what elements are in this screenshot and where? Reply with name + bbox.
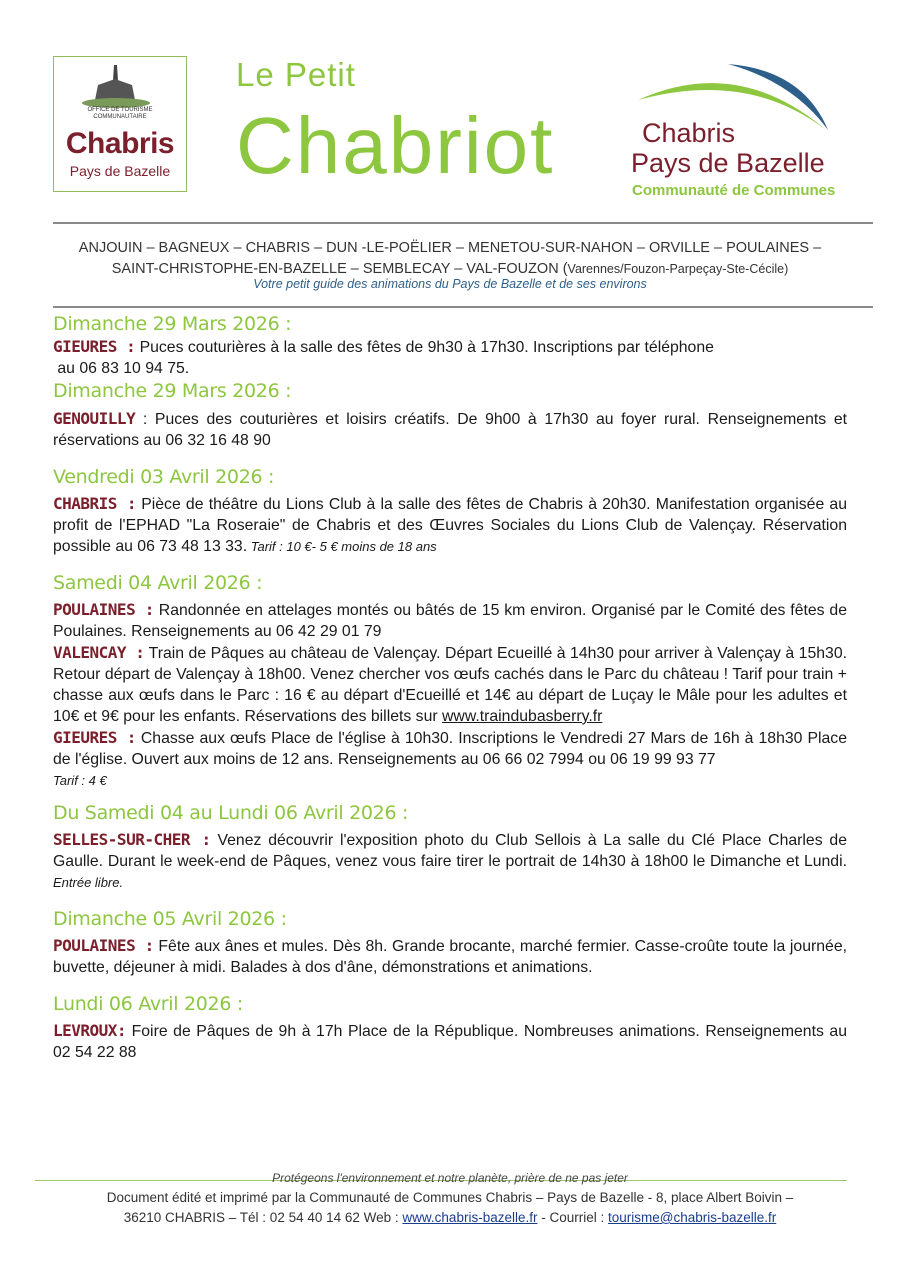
communes-list (53, 238, 847, 280)
divider (53, 222, 873, 224)
event-place: GIEURES : (53, 337, 136, 356)
train-link[interactable]: www.traindubasberry.fr (442, 708, 603, 725)
section (53, 465, 847, 557)
title-small: Le Petit (236, 56, 356, 93)
section-date: Dimanche 05 Avril 2026 : (53, 908, 287, 930)
divider (53, 306, 873, 308)
event: CHABRIS : Pièce de théâtre du Lions Club à la salle des fêtes de Chabris à 20h30. Manifestation organisée au profit de l'EPHAD "La Roseraie" de Chabris et des Œuvres Sociales du Lions Club de Valençay. Réservation possible au 06 73 48 13 33. Tarif : 10 €- 5 € moins de 18 ans (53, 494, 848, 555)
tourism-office-logo (53, 56, 187, 192)
communes-line1: ANJOUIN – BAGNEUX – CHABRIS – DUN -LE-POËLIER – MENETOU-SUR-NAHON – ORVILLE – POULAINES – (78, 240, 822, 256)
section (53, 907, 847, 978)
page-title: Chabriot (236, 101, 555, 190)
website-link[interactable]: www.chabris-bazelle.fr (402, 1210, 538, 1225)
event: GENOUILLY : Puces des couturières et loisirs créatifs. De 9h00 à 17h30 au foyer rural. Renseignements et réservations au 06 32 16 48 90 (53, 409, 847, 449)
communes-line2: SAINT-CHRISTOPHE-EN-BAZELLE – SEMBLECAY – VAL-FOUZON (Varennes/Fouzon-Parpeçay-Ste-Cécile) (111, 261, 789, 277)
community-logo (628, 60, 860, 210)
footer-note: Protégeons l'environnement et notre planète, prière de ne pas jeter (272, 1171, 628, 1185)
event: LEVROUX: Foire de Pâques de 9h à 17h Place de la République. Nombreuses animations. Renseignements au 02 54 22 88 (53, 1021, 847, 1061)
event: POULAINES : Randonnée en attelages montés ou bâtés de 15 km environ. Organisé par le Comité des fêtes de Poulaines. Renseignements au 06 42 29 01 79 (53, 600, 847, 640)
logo-line2: Pays de Bazelle (631, 148, 825, 178)
event: VALENCAY : Train de Pâques au château de Valençay. Départ Ecueillé à 14h30 pour arriver à Valençay à 15h30. Retour départ de Valençay à 18h00. Venez chercher vos œufs cachés dans le Parc du château ! Tarif pour train + chasse aux œufs dans le Parc : 16 € au départ d'Ecueillé et 14€ au départ de Luçay le Mâle pour les adultes et 10€ et 9€ pour les enfants. Réservations des billets sur www.traindubasberry.fr (53, 643, 847, 725)
section (53, 379, 847, 451)
section (53, 312, 847, 379)
section-date: Du Samedi 04 au Lundi 06 Avril 2026 : (53, 802, 409, 824)
logo-name: Chabris (65, 127, 175, 160)
footer (53, 1188, 847, 1228)
events-content (53, 312, 847, 1063)
logo-line1: Chabris (642, 118, 736, 148)
footer-line1: Document édité et imprimé par la Communauté de Communes Chabris – Pays de Bazelle - 8, place Albert Boivin – (106, 1190, 794, 1205)
event: SELLES-SUR-CHER : Venez découvrir l'exposition photo du Club Sellois à La salle du Clé Place Charles de Gaulle. Durant le week-end de Pâques, venez vous faire tirer le portrait de 14h30 à 18h00 le Dimanche et Lundi. Entrée libre. (53, 830, 847, 890)
event-place: VALENCAY : (53, 643, 145, 662)
logo-line3: Communauté de Communes (632, 182, 836, 199)
event-place: CHABRIS : (53, 494, 137, 513)
event-place: LEVROUX: (53, 1021, 127, 1040)
section (53, 992, 847, 1063)
section-date: Dimanche 29 Mars 2026 : (53, 380, 292, 402)
event-place: SELLES-SUR-CHER : (53, 830, 211, 849)
event-place: POULAINES : (53, 600, 154, 619)
section-date: Lundi 06 Avril 2026 : (53, 993, 243, 1015)
event-place: GENOUILLY (53, 409, 136, 428)
section (53, 801, 847, 893)
event: GIEURES : Chasse aux œufs Place de l'église à 10h30. Inscriptions le Vendredi 27 Mars de 16h à 18h30 Place de l'église. Ouvert aux moins de 12 ans. Renseignements au 06 66 02 7994 ou 06 19 99 93 77 Tarif : 4 € (53, 728, 847, 788)
office-label: OFFICE DE TOURISME COMMUNAUTAIRE (87, 107, 153, 120)
event: GIEURES : Puces couturières à la salle des fêtes de 9h30 à 17h30. Inscriptions par téléphone au 06 83 10 94 75. (53, 337, 714, 377)
section-date: Vendredi 03 Avril 2026 : (53, 466, 275, 488)
section-date: Dimanche 29 Mars 2026 : (53, 313, 292, 335)
footer-line2: 36210 CHABRIS – Tél : 02 54 40 14 62 Web : www.chabris-bazelle.fr - Courriel : tourisme@chabris-bazelle.fr (123, 1210, 777, 1225)
email-link[interactable]: tourisme@chabris-bazelle.fr (607, 1210, 777, 1225)
tagline: Votre petit guide des animations du Pays de Bazelle et de ses environs (253, 277, 647, 291)
section (53, 571, 847, 791)
logo-sub: Pays de Bazelle (69, 163, 171, 179)
event: POULAINES : Fête aux ânes et mules. Dès 8h. Grande brocante, marché fermier. Casse-croûte toute la journée, buvette, déjeuner à midi. Balades à dos d'âne, démonstrations et animations. (53, 936, 847, 976)
church-icon (54, 57, 188, 109)
section-date: Samedi 04 Avril 2026 : (53, 572, 263, 594)
event-place: GIEURES : (53, 728, 136, 747)
event-place: POULAINES : (53, 936, 154, 955)
